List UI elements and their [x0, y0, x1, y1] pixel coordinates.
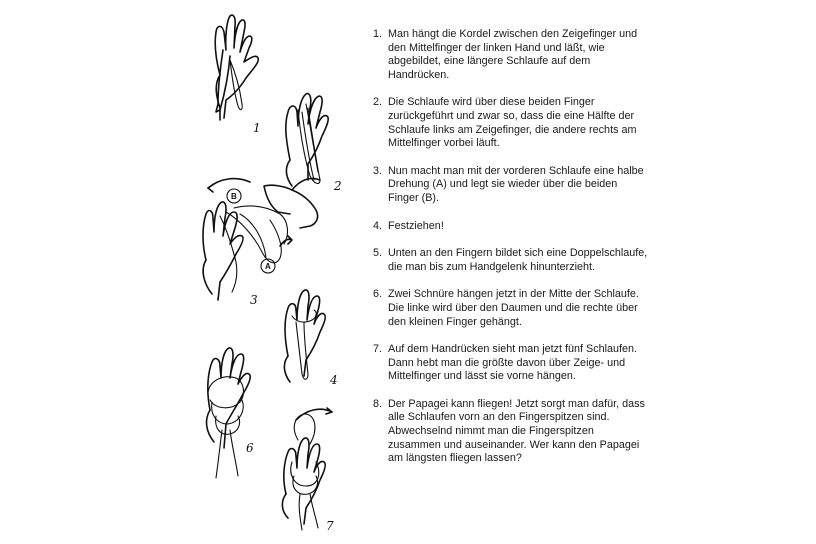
figure-2-number: 2	[334, 179, 342, 193]
figure-3	[203, 178, 320, 307]
step-number: 3.	[373, 164, 383, 177]
step-text: Die Schlaufe wird über diese beiden Finger zurückgeführt und zwar so, dass die eine Hälfte der Schlaufe links am Zeigefinger, die andere rechts am Mittelfinger vorbei läuft.	[388, 96, 637, 150]
figure-6-number: 6	[246, 441, 254, 455]
step-8	[373, 398, 648, 466]
figure-7	[282, 408, 334, 533]
figure-3-number: 3	[250, 293, 258, 307]
illustration-column	[180, 0, 380, 544]
step-6	[373, 288, 648, 329]
step-text: Man hängt die Kordel zwischen den Zeigefinger und den Mittelfinger der linken Hand und läßt, wie abgebildet, eine längere Schlaufe auf dem Handrücken.	[388, 28, 638, 81]
figure-6	[207, 348, 254, 478]
lift-arrow	[296, 408, 332, 420]
figure-4	[284, 290, 337, 387]
step-1	[373, 28, 648, 82]
step-number: 6.	[373, 288, 383, 301]
step-text: Der Papagei kann fliegen! Jetzt sorgt man dafür, dass alle Schlaufen vorn an den Fingerspitzen sind. Abwechselnd nimmt man die Fingerspitzen zusammen und auseinander. Wer kann den Papagei am längsten fliegen lassen?	[388, 397, 645, 465]
step-7	[373, 343, 648, 384]
step-text: Zwei Schnüre hängen jetzt in der Mitte der Schlaufe. Die linke wird über den Daumen und die rechte über den kleinen Finger gehängt.	[388, 288, 639, 328]
step-text: Nun macht man mit der vorderen Schlaufe eine halbe Drehung (A) und legt sie wieder über die beiden Finger (B).	[388, 164, 644, 204]
step-number: 8.	[373, 397, 383, 410]
step-number: 7.	[373, 343, 383, 356]
step-2	[373, 96, 648, 150]
step-number: 5.	[373, 247, 383, 260]
figure-7-number: 7	[326, 519, 334, 533]
step-4	[373, 220, 648, 234]
step-number: 4.	[373, 219, 383, 232]
step-text: Festziehen!	[388, 219, 444, 232]
figure-4-number: 4	[330, 373, 338, 387]
step-text: Auf dem Handrücken sieht man jetzt fünf Schlaufen. Dann hebt man die größte davon über Zeige- und Mittelfinger und lässt sie vorne hängen.	[388, 343, 638, 383]
step-number: 1.	[373, 28, 383, 40]
figure-1-number: 1	[253, 121, 261, 135]
figure-1	[215, 15, 260, 135]
label-a: A	[265, 262, 271, 271]
step-text: Unten an den Fingern bildet sich eine Doppelschlaufe, die man bis zum Handgelenk hinunterzieht.	[388, 247, 648, 273]
instruction-illustrations	[180, 0, 380, 544]
step-3	[373, 165, 648, 206]
step-number: 2.	[373, 96, 383, 109]
label-b: B	[231, 192, 237, 201]
step-5	[373, 247, 648, 274]
instruction-steps	[373, 28, 648, 466]
